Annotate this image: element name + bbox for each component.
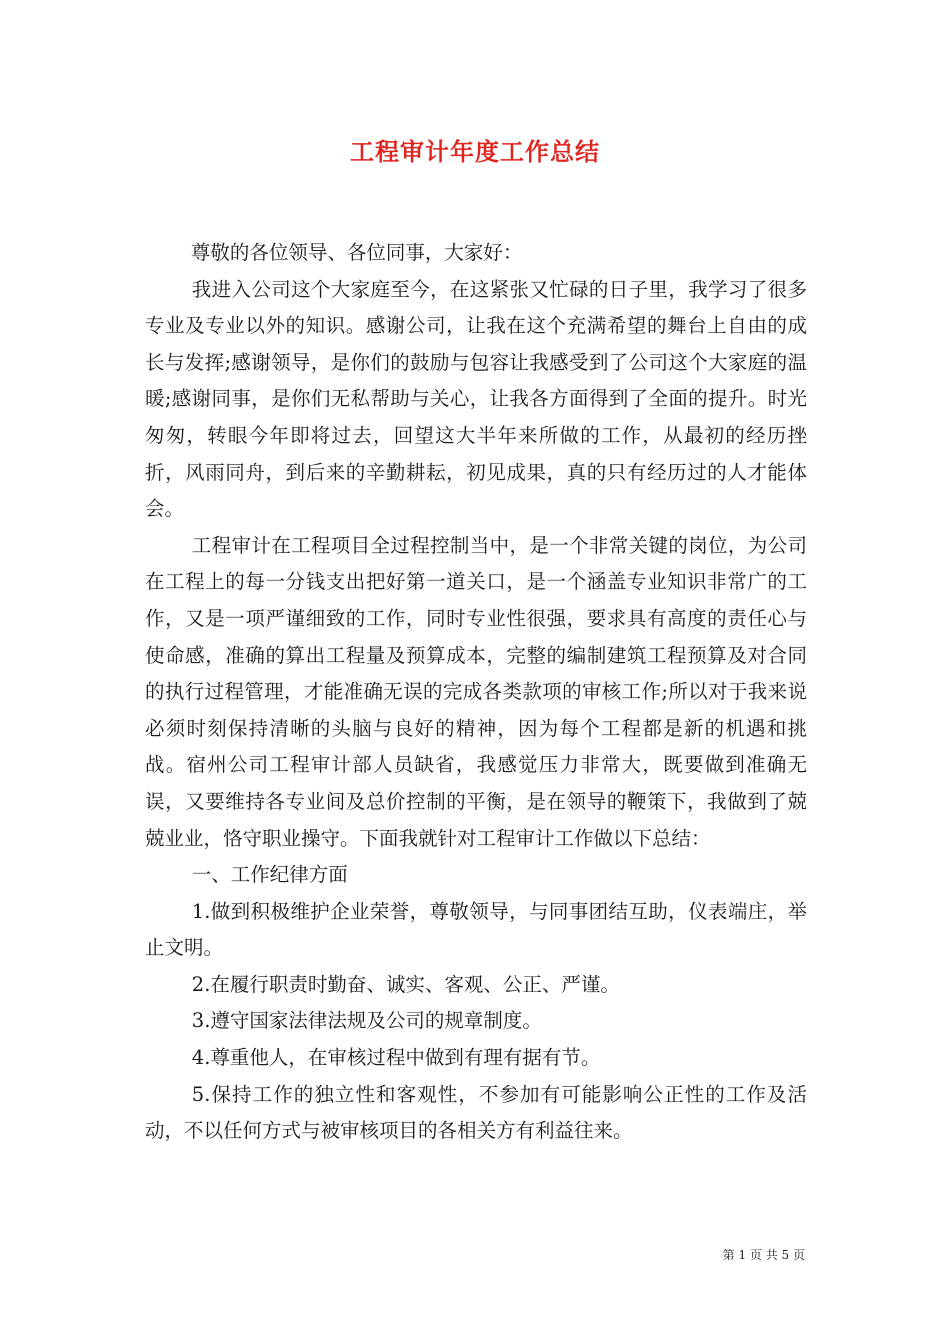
list-item: 5.保持工作的独立性和客观性，不参加有可能影响公正性的工作及活动，不以任何方式与被审核项目的各相关方有利益往来。 (145, 1082, 807, 1143)
list-item: 3.遵守国家法律法规及公司的规章制度。 (191, 1009, 542, 1033)
page-number: 第 1 页 共 5 页 (722, 1248, 805, 1262)
document-title: 工程审计年度工作总结 (350, 137, 600, 166)
list-item: 1.做到积极维护企业荣誉，尊敬领导，与同事团结互助，仪表端庄，举止文明。 (145, 899, 807, 960)
salutation-paragraph: 尊敬的各位领导、各位同事，大家好： (190, 241, 523, 264)
list-item: 2.在履行职责时勤奋、诚实、客观、公正、严谨。 (191, 972, 620, 996)
document-body (145, 235, 807, 1150)
section-heading: 一、工作纪律方面 (191, 863, 348, 887)
role-paragraph: 工程审计在工程项目全过程控制当中，是一个非常关键的岗位，为公司在工程上的每一分钱支出把好第一道关口，是一个涵盖专业知识非常广的工作，又是一项严谨细致的工作，同时专业性很强，要求具有高度的责任心与使命感，准确的算出工程量及预算成本，完整的编制建筑工程预算及对合同的执行过程管理，才能准确无误的完成各类款项的审核工作;所以对于我来说必须时刻保持清晰的头脑与良好的精神，因为每个工程都是新的机遇和挑战。宿州公司工程审计部人员缺省，我感觉压力非常大，既要做到准确无误，又要维持各专业间及总价控制的平衡，是在领导的鞭策下，我做到了兢兢业业，恪守职业操守。下面我就针对工程审计工作做以下总结： (145, 533, 807, 850)
list-item: 4.尊重他人，在审核过程中做到有理有据有节。 (191, 1046, 601, 1070)
intro-paragraph: 我进入公司这个大家庭至今，在这紧张又忙碌的日子里，我学习了很多专业及专业以外的知识。感谢公司，让我在这个充满希望的舞台上自由的成长与发挥;感谢领导，是你们的鼓励与包容让我感受到了公司这个大家庭的温暖;感谢同事，是你们无私帮助与关心，让我各方面得到了全面的提升。时光匆匆，转眼今年即将过去，回望这大半年来所做的工作，从最初的经历挫折，风雨同舟，到后来的辛勤耕耘，初见成果，真的只有经历过的人才能体会。 (145, 277, 807, 521)
